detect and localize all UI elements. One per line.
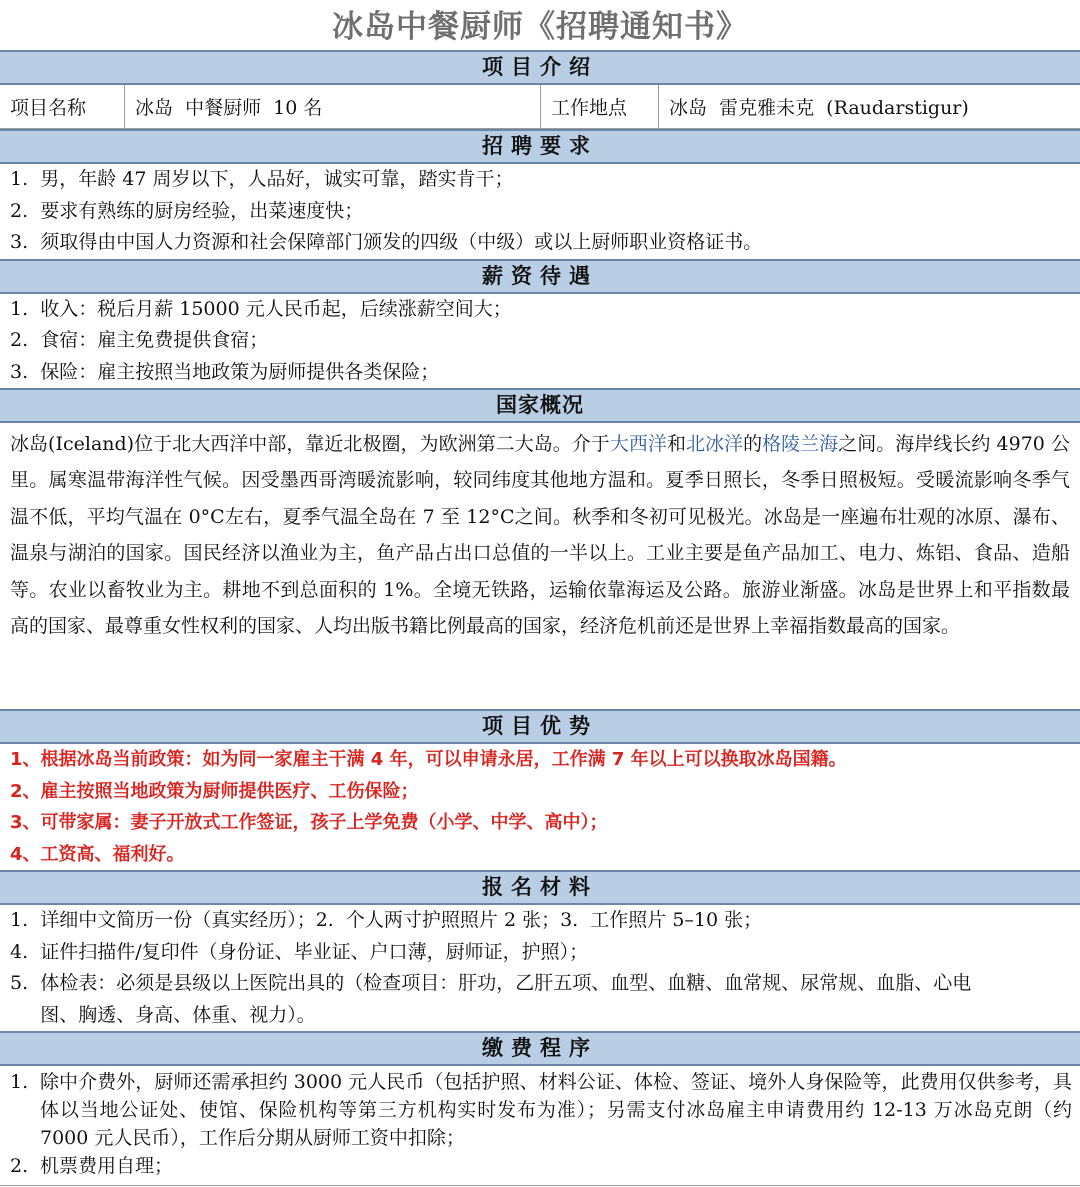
fees-list xyxy=(0,1066,1080,1180)
list-item: 4、工资高、福利好。 xyxy=(10,843,185,865)
list-item: 2. 食宿：雇主免费提供食宿； xyxy=(10,329,269,351)
section-header-country: 国家概况 xyxy=(0,388,1080,423)
section-header-materials: 报名材料 xyxy=(0,870,1080,905)
country-text-1: 冰岛(Iceland)位于北大西洋中部，靠近北极圈，为欧洲第二大岛。介于 xyxy=(10,433,610,455)
work-location-value: 冰岛 雷克雅未克 (Raudarstigur) xyxy=(669,97,969,119)
fee-item-number: 1. xyxy=(10,1071,29,1093)
list-item: 1. 详细中文简历一份（真实经历）；2. 个人两寸护照照片 2 张；3. 工作照片 5–10 张； xyxy=(10,909,763,931)
list-item: 1. 男，年龄 47 周岁以下，人品好，诚实可靠，踏实肯干； xyxy=(10,168,514,190)
fee-item-text: 机票费用自理； xyxy=(40,1155,174,1177)
list-item: 图、胸透、身高、体重、视力）。 xyxy=(10,1003,316,1026)
project-name-label: 项目名称 xyxy=(0,85,125,128)
section-header-advantages: 项目优势 xyxy=(0,709,1080,744)
materials-list xyxy=(0,905,1080,1031)
fee-item-text: 除中介费外，厨师还需承担约 3000 元人民币（包括护照、材料公证、体检、签证、境外人身保险等，此费用仅供参考，具体以当地公证处、使馆、保险机构等第三方机构实时发布为准）；另需支付冰岛雇主申请费用约 12-13 万冰岛克朗（约 7000 元人民币），工作后分期从厨师工资中扣除； xyxy=(40,1071,1072,1149)
list-item: 2、雇主按照当地政策为厨师提供医疗、工伤保险； xyxy=(10,780,419,802)
list-item: 1、根据冰岛当前政策：如为同一家雇主干满 4 年，可以申请永居，工作满 7 年以上可以换取冰岛国籍。 xyxy=(10,749,847,770)
fee-item-number: 2. xyxy=(10,1155,29,1177)
list-item: 3、可带家属：妻子开放式工作签证，孩子上学免费（小学、中学、高中）； xyxy=(10,812,608,833)
arctic-ocean-link[interactable]: 北冰洋 xyxy=(685,433,744,455)
list-item xyxy=(10,1068,1072,1152)
list-item: 2. 要求有熟练的厨房经验，出菜速度快； xyxy=(10,199,364,222)
greenland-sea-link[interactable]: 格陵兰海 xyxy=(762,433,839,455)
requirements-list xyxy=(0,164,1080,259)
list-item: 3. 保险：雇主按照当地政策为厨师提供各类保险； xyxy=(10,360,440,383)
list-item: 4. 证件扫描件/复印件（身份证、毕业证、户口薄，厨师证，护照）； xyxy=(10,940,589,963)
work-location-label: 工作地点 xyxy=(541,85,659,128)
country-text-2: 和 xyxy=(666,433,686,455)
project-name-value: 冰岛 中餐厨师 10 名 xyxy=(125,85,541,128)
bottom-divider xyxy=(0,1185,1080,1186)
section-header-salary: 薪资待遇 xyxy=(0,259,1080,294)
country-text-4: 之间。海岸线长约 4970 公里。属寒温带海洋性气候。因受墨西哥湾暖流影响，较同纬度其他地方温和。夏季日照长，冬季日照极短。受暖流影响冬季气温不低，平均气温在 0°C左右，夏季气温全岛在 7 至 12°C之间。秋季和冬初可见极光。冰岛是一座遍布壮观的冰原、瀑布、温泉与湖泊的国家。国民经济以渔业为主，鱼产品占出口总值的一半以上。工业主要是鱼产品加工、电力、炼铝、食品、造船等。农业以畜牧业为主。耕地不到总面积的 1%。全境无铁路，运输依靠海运及公路。旅游业渐盛。冰岛是世界上和平指数最高的国家、最尊重女性权利的国家、人均出版书籍比例最高的国家，经济危机前还是世界上幸福指数最高的国家。 xyxy=(10,433,1070,638)
section-header-fees: 缴费程序 xyxy=(0,1031,1080,1066)
page-title: 冰岛中餐厨师《招聘通知书》 xyxy=(332,9,748,45)
list-item xyxy=(10,1152,1072,1180)
list-item: 1. 收入：税后月薪 15000 元人民币起，后续涨薪空间大； xyxy=(10,297,512,320)
list-item: 5. 体检表：必须是县级以上医院出具的（检查项目：肝功，乙肝五项、血型、血糖、血常规、尿常规、血脂、心电 xyxy=(10,972,972,994)
section-header-requirements: 招聘要求 xyxy=(0,129,1080,164)
advantages-list xyxy=(0,744,1080,870)
project-info-row xyxy=(0,85,1080,129)
country-text-3: 的 xyxy=(743,433,763,455)
country-overview-paragraph xyxy=(0,423,1080,709)
atlantic-link[interactable]: 大西洋 xyxy=(609,433,667,455)
salary-list xyxy=(0,294,1080,389)
list-item: 3. 须取得由中国人力资源和社会保障部门颁发的四级（中级）或以上厨师职业资格证书。 xyxy=(10,231,763,253)
section-header-project-intro: 项目介绍 xyxy=(0,50,1080,85)
